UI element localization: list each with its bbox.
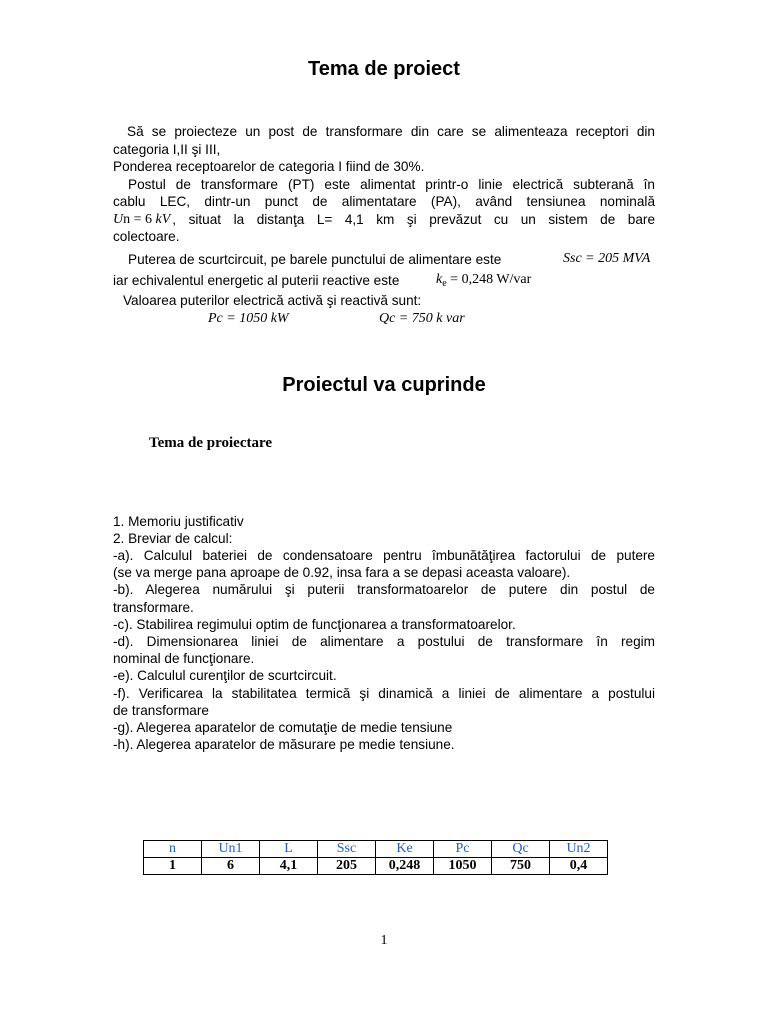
- table-header-cell: n: [144, 841, 202, 858]
- table-cell: 205: [318, 858, 376, 875]
- table-header-cell: Pc: [434, 841, 492, 858]
- table-cell: 6: [202, 858, 260, 875]
- intro-line-3: Ponderea receptoarelor de categoria I fiind de 30%.: [113, 159, 425, 174]
- list-item: 2. Breviar de calcul:: [113, 531, 233, 546]
- table-cell: 750: [492, 858, 550, 875]
- item-h: -h). Alegerea aparatelor de măsurare pe medie tensiune.: [113, 737, 455, 753]
- intro-line-8: Puterea de scurtcircuit, pe barele punctului de alimentare este: [128, 252, 502, 267]
- page-number: 1: [380, 933, 388, 948]
- un-formula: Un = 6 kV: [113, 211, 171, 227]
- intro-line-6-text: , situat la distanţa L= 4,1 km şi prevăzut cu un sistem de bare: [172, 211, 655, 227]
- table-header-cell: Un2: [550, 841, 608, 858]
- item-d-line-1: -d). Dimensionarea liniei de alimentare a postului de transformare în regim: [113, 634, 655, 650]
- item-f-line-2: de transformare: [113, 702, 209, 718]
- item-a-line-2: (se va merge pana aproape de 0.92, insa fara a se depasi aceasta valoare).: [113, 565, 571, 581]
- intro-line-9: iar echivalentul energetic al puterii reactive este: [113, 273, 400, 288]
- table-header-cell: Qc: [492, 841, 550, 858]
- item-g: -g). Alegerea aparatelor de comutaţie de medie tensiune: [113, 720, 453, 736]
- item-d-line-2: nominal de funcţionare.: [113, 651, 255, 667]
- intro-line-7: colectoare.: [113, 229, 180, 244]
- table-header-cell: Un1: [202, 841, 260, 858]
- numbered-list: [113, 513, 244, 547]
- table-cell: 1050: [434, 858, 492, 875]
- calc-items: [113, 547, 655, 753]
- table-cell: 1: [144, 858, 202, 875]
- table-header-cell: Ke: [376, 841, 434, 858]
- ssc-formula: Ssc = 205 MVA: [563, 251, 651, 266]
- intro-line-6: [113, 211, 655, 229]
- item-a-line-1: -a). Calculul bateriei de condensatoare pentru îmbunătăţirea factorului de putere: [113, 548, 655, 563]
- item-f-line-1: -f). Verificarea la stabilitatea termică şi dinamică a liniei de alimentare a postului: [113, 685, 655, 701]
- section-title: Proiectul va cuprinde: [282, 374, 486, 396]
- parameters-table: [143, 840, 608, 875]
- list-item: 1. Memoriu justificativ: [113, 514, 244, 529]
- table-row: [144, 858, 608, 875]
- qc-formula: Qc = 750 k var: [379, 311, 465, 326]
- item-c: -c). Stabilirea regimului optim de funcţionarea a transformatoarelor.: [113, 616, 516, 632]
- item-b-line-1: -b). Alegerea numărului şi puterii transformatoarelor de putere din postul de: [113, 582, 655, 598]
- page-title: Tema de proiect: [308, 58, 460, 80]
- table-cell: 0,4: [550, 858, 608, 875]
- intro-paragraph: [113, 123, 655, 246]
- subheading: Tema de proiectare: [149, 435, 273, 451]
- intro-line-4: Postul de transformare (PT) este alimentat printr-o linie electrică subterană în: [128, 176, 655, 192]
- intro-line-2: categoria I,II şi III,: [113, 141, 221, 157]
- table-cell: 4,1: [260, 858, 318, 875]
- table-header-row: [144, 841, 608, 858]
- intro-line-10: Valoarea puterilor electrică activă şi reactivă sunt:: [123, 293, 422, 308]
- pc-formula: Pc = 1050 kW: [208, 311, 289, 326]
- table-header-cell: L: [260, 841, 318, 858]
- item-e: -e). Calculul curenţilor de scurtcircuit.: [113, 668, 337, 684]
- intro-line-1: Să se proiecteze un post de transformare din care se alimenteaza receptori din: [127, 124, 655, 139]
- table-header-cell: Ssc: [318, 841, 376, 858]
- intro-line-5: cablu LEC, dintr-un punct de alimentatare (PA), având tensiunea nominală: [113, 194, 655, 209]
- ke-formula: $k_e = 0,248$ W/var: [436, 272, 532, 289]
- item-b-line-2: transformare.: [113, 599, 194, 615]
- table-cell: 0,248: [376, 858, 434, 875]
